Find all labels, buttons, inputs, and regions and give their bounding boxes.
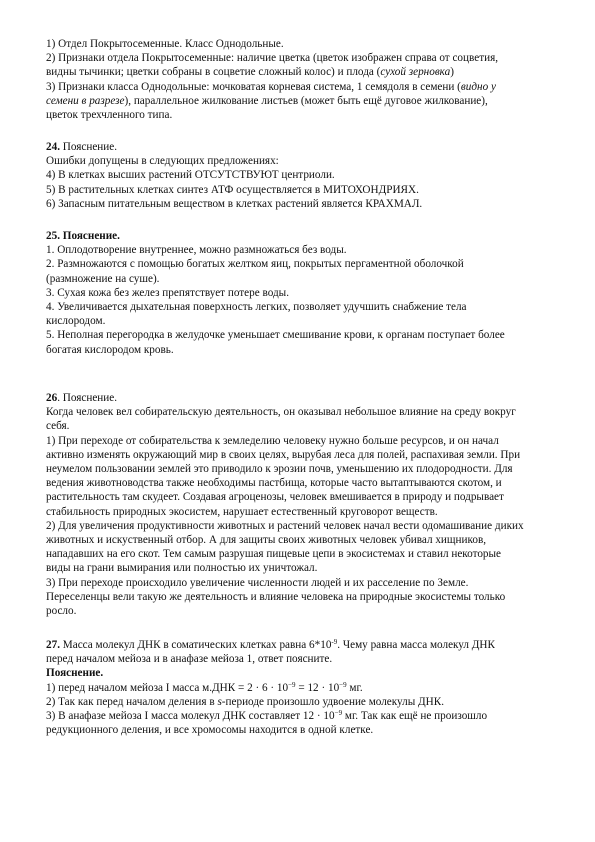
italic-text: s <box>217 695 222 708</box>
text-span: мг. <box>346 681 363 694</box>
text-line <box>46 65 556 79</box>
text-span: ), параллельное жилкование листьев (может быть ещё дуговое жилкование), <box>124 94 488 107</box>
text-span: ) <box>450 66 454 79</box>
text-line: неумелом пользовании землей это приводило к эрозии почв, уменьшению их плодородности. Для <box>46 463 513 476</box>
answer-26 <box>46 391 556 618</box>
text-line: богатая кислородом кровь. <box>46 343 174 356</box>
text-line <box>46 709 556 723</box>
text-line: 1. Оплодотворение внутреннее, можно размножаться без воды. <box>46 244 347 257</box>
text-span: = 12 · 10 <box>295 681 340 694</box>
text-line: 4) В клетках высших растений ОТСУТСТВУЮТ центриоли. <box>46 169 335 182</box>
text-line: 3. Сухая кожа без желез препятствует потере воды. <box>46 286 289 299</box>
answer-number: 24. <box>46 141 60 153</box>
answer-24 <box>46 140 556 211</box>
text-line <box>46 94 556 108</box>
text-span: 3) В анафазе мейоза I масса молекул ДНК составляет 12 · 10 <box>46 710 335 723</box>
section-heading <box>46 666 556 680</box>
text-line: 2) Для увеличения продуктивности животных и растений человек начал вести одомашивание диких <box>46 519 524 532</box>
heading-text: Пояснение. <box>59 141 118 153</box>
text-line: 6) Запасным питательным веществом в клетках растений является КРАХМАЛ. <box>46 197 423 210</box>
answer-27 <box>46 638 556 737</box>
text-line: 2. Размножаются с помощью богатых желтком яиц, покрытых пергаментной оболочкой <box>46 258 464 271</box>
text-line: кислородом. <box>46 315 106 328</box>
text-span: 2) Так как перед началом деления в <box>46 695 218 708</box>
text-line: 3) При переходе происходило увеличение численности людей и их расселение по Земле. <box>46 576 469 589</box>
text-line: цветок трехчленного типа. <box>46 109 173 122</box>
heading-text: Пояснение. <box>46 667 104 680</box>
text-line: Когда человек вел собирательскую деятельность, он оказывал небольшое влияние на среду вокруг <box>46 406 516 419</box>
text-line: нападавших на его скот. Тем самым разрушая пищевые цепи в экосистемах и ставил некоторые <box>46 548 502 561</box>
text-line: себя. <box>46 420 70 433</box>
answer-25 <box>46 229 556 357</box>
section-heading <box>46 391 556 405</box>
text-line <box>46 80 556 94</box>
text-span: -периоде произошло удвоение молекулы ДНК. <box>221 695 445 708</box>
text-span: 3) Признаки класса Однодольные: мочковатая корневая система, 1 семядоля в семени ( <box>46 80 461 93</box>
text-span: видны тычинки; цветки собраны в соцветие сложный колос) и плода ( <box>46 66 381 79</box>
question-line <box>46 638 556 652</box>
answer-23 <box>46 37 556 122</box>
superscript: −9 <box>339 680 347 689</box>
text-line: 1) Отдел Покрытосеменные. Класс Однодольные. <box>46 38 284 50</box>
text-line <box>46 695 556 709</box>
superscript: −9 <box>334 709 343 718</box>
text-line: 4. Увеличивается дыхательная поверхность легких, позволяет удучшить снабжение тела <box>46 301 467 314</box>
text-line: редукционного деления, и все хромосомы находится в одной клетке. <box>46 724 374 737</box>
text-line: росло. <box>46 605 77 618</box>
text-line: активно изменять окружающий мир в своих целях, вырубая леса для полей, распахивая земли. При <box>46 448 521 461</box>
text-line: перед началом мейоза и в анафазе мейоза 1, ответ поясните. <box>46 653 333 666</box>
answer-number: 27. <box>46 639 60 651</box>
text-line: 5. Неполная перегородка в желудочке уменьшает смешивание крови, к органам поступает более <box>46 329 505 342</box>
text-line: 1) При переходе от собирательства к земледелию человеку нужно больше ресурсов, и он начал <box>46 434 499 447</box>
text-line <box>46 681 556 695</box>
text-span: мг. Так как ещё не произошло <box>342 710 488 723</box>
heading-text: 25. Пояснение. <box>46 230 120 242</box>
text-span: Масса молекул ДНК в соматических клетках равна 6*10 <box>59 639 332 651</box>
text-span: . Чему равна масса молекул ДНК <box>337 639 495 651</box>
italic-text: семени в разрезе <box>46 94 125 107</box>
answer-number: 26 <box>46 392 58 404</box>
superscript: −9 <box>288 680 296 689</box>
italic-text: видно у <box>460 80 496 93</box>
text-line: виды на грани вымирания или полностью их уничтожал. <box>46 562 318 575</box>
text-line: (размножение на суше). <box>46 272 160 285</box>
text-line: Ошибки допущены в следующих предложениях: <box>46 155 279 168</box>
text-span: 1) перед началом мейоза I масса м.ДНК = 2 · 6 · 10 <box>46 681 289 694</box>
section-heading <box>46 140 556 154</box>
superscript: -9 <box>331 638 338 646</box>
text-line: животных и искуственный отбор. А для защиты своих животных человек убивал хищников, <box>46 534 487 547</box>
text-line: растительность там скудеет. Создавая агроценозы, человек вмешивается в природу и подрывает <box>46 491 504 504</box>
text-line: Переселенцы вели такую же деятельность и влияние человека на природные экосистемы только <box>46 590 506 603</box>
heading-text: . Пояснение. <box>57 392 118 404</box>
text-line: 2) Признаки отдела Покрытосеменные: наличие цветка (цветок изображен справа от соцветия, <box>46 52 499 65</box>
text-line: 5) В растительных клетках синтез АТФ осуществляется в МИТОХОНДРИЯХ. <box>46 183 419 196</box>
text-line: стабильность природных экосистем, нарушает естественный круговорот веществ. <box>46 505 438 518</box>
text-line: ведения животноводства также необходимы пастбища, которые часто вытаптываются скотом, и <box>46 477 502 490</box>
italic-text: сухой зерновка <box>380 66 451 79</box>
section-heading <box>46 229 556 243</box>
